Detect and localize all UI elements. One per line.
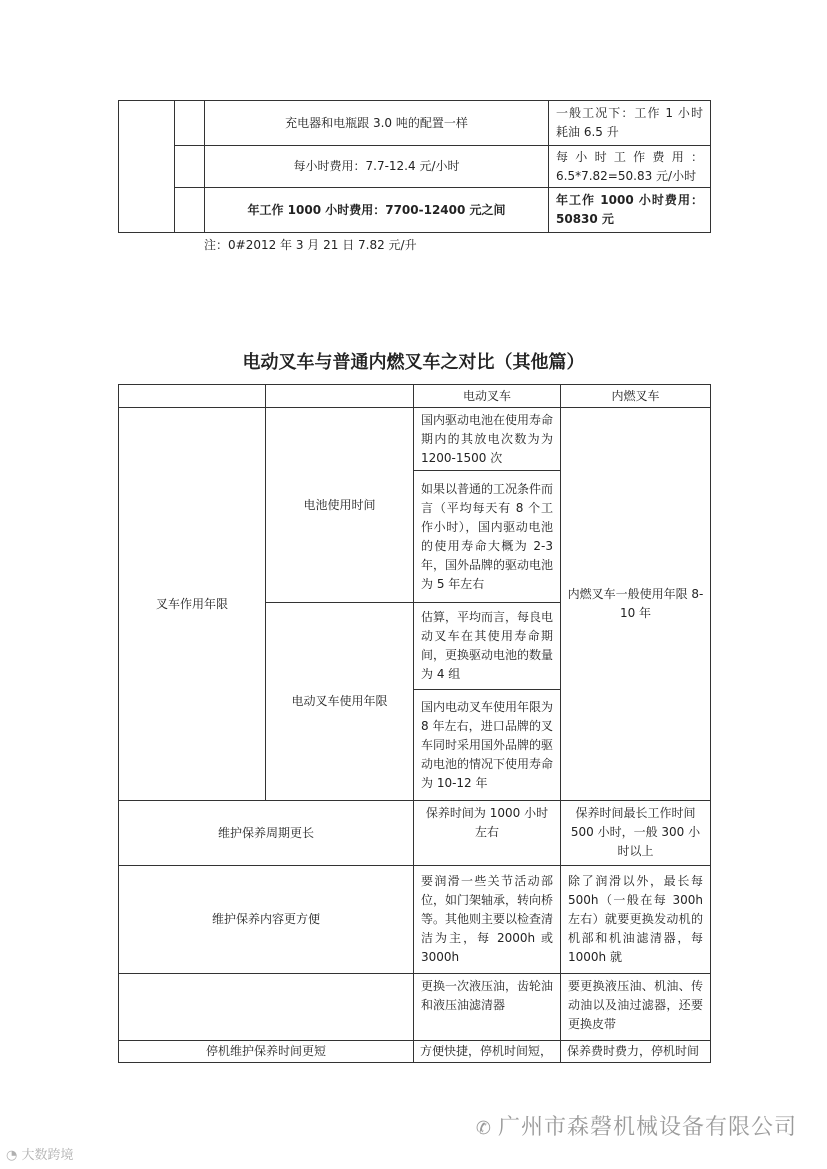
electric-cell: 年工作 1000 小时费用：7700-12400 元之间 bbox=[205, 188, 549, 233]
ic-lifespan-cell: 内燃叉车一般使用年限 8-10 年 bbox=[561, 408, 711, 801]
table-row bbox=[119, 101, 711, 146]
battery-count-cell: 估算，平均而言，每良电动叉车在其使用寿命期间，更换驱动电池的数量为 4 组 bbox=[414, 603, 561, 690]
truck-life-label: 电动叉车使用年限 bbox=[266, 603, 414, 801]
header-ic: 内燃叉车 bbox=[561, 385, 711, 408]
replacement-electric: 更换一次液压油，齿轮油和液压油滤清器 bbox=[414, 974, 561, 1041]
watermark-icon: ◔ bbox=[6, 1148, 18, 1163]
table-row bbox=[119, 188, 711, 233]
wechat-icon: ✆ bbox=[475, 1118, 492, 1139]
fuel-cost-table bbox=[118, 100, 711, 233]
downtime-electric: 方便快捷，停机时间短， bbox=[414, 1041, 561, 1063]
empty-cell bbox=[175, 146, 205, 188]
company-name: 广州市森磬机械设备有限公司 bbox=[497, 1115, 797, 1140]
maintenance-cycle-ic: 保养时间最长工作时间 500 小时，一般 300 小时以上 bbox=[561, 801, 711, 866]
table-row bbox=[119, 146, 711, 188]
empty-cell bbox=[119, 385, 266, 408]
battery-years-cell: 如果以普通的工况条件而言（平均每天有 8 个工作小时），国内驱动电池的使用寿命大概为 2-3 年，国外品牌的驱动电池为 5 年左右 bbox=[414, 471, 561, 603]
downtime-label: 停机维护保养时间更短 bbox=[119, 1041, 414, 1063]
header-row bbox=[119, 385, 711, 408]
maintenance-content-ic: 除了润滑以外，最长每 500h（一般在每 300h 左右）就要更换发动机的机部和机油滤清器，每 1000h 就 bbox=[561, 866, 711, 974]
maintenance-content-electric: 要润滑一些关节活动部位，如门架轴承，转向桥等。其他则主要以检查清洁为主，每 2000h 或 3000h bbox=[414, 866, 561, 974]
comparison-table bbox=[118, 384, 711, 1063]
battery-life-label: 电池使用时间 bbox=[266, 408, 414, 603]
replacement-label bbox=[119, 974, 414, 1041]
electric-cell: 每小时费用：7.7-12.4 元/小时 bbox=[205, 146, 549, 188]
price-note: 注：0#2012 年 3 月 21 日 7.82 元/升 bbox=[204, 238, 417, 252]
ic-cell: 年工作 1000 小时费用：50830 元 bbox=[549, 188, 711, 233]
watermark-text: 大数跨境 bbox=[21, 1148, 74, 1163]
header-electric: 电动叉车 bbox=[414, 385, 561, 408]
electric-cell: 充电器和电瓶跟 3.0 吨的配置一样 bbox=[205, 101, 549, 146]
page-title: 电动叉车与普通内燃叉车之对比（其他篇） bbox=[242, 352, 585, 373]
ic-cell: 每小时工作费用：6.5*7.82=50.83 元/小时 bbox=[549, 146, 711, 188]
downtime-ic: 保养费时费力，停机时间 bbox=[561, 1041, 711, 1063]
empty-cell bbox=[175, 101, 205, 146]
empty-cell bbox=[266, 385, 414, 408]
lifespan-label: 叉车作用年限 bbox=[119, 408, 266, 801]
watermark bbox=[6, 1144, 74, 1163]
empty-cell bbox=[175, 188, 205, 233]
battery-cycles-cell: 国内驱动电池在使用寿命期内的其放电次数为为 1200-1500 次 bbox=[414, 408, 561, 471]
table-row bbox=[119, 974, 711, 1041]
maintenance-cycle-electric: 保养时间为 1000 小时左右 bbox=[414, 801, 561, 866]
maintenance-content-label: 维护保养内容更方便 bbox=[119, 866, 414, 974]
empty-cell bbox=[119, 101, 175, 233]
truck-years-cell: 国内电动叉车使用年限为 8 年左右，进口品牌的叉车同时采用国外品牌的驱动电池的情况下使用寿命为 10-12 年 bbox=[414, 690, 561, 801]
table-row bbox=[119, 1041, 711, 1063]
maintenance-cycle-label: 维护保养周期更长 bbox=[119, 801, 414, 866]
table-row bbox=[119, 801, 711, 866]
table-row bbox=[119, 866, 711, 974]
table-row bbox=[119, 408, 711, 471]
ic-cell: 一般工况下：工作 1 小时耗油 6.5 升 bbox=[549, 101, 711, 146]
footer-company bbox=[476, 1110, 797, 1141]
replacement-ic: 要更换液压油、机油、传动油以及油过滤器，还要更换皮带 bbox=[561, 974, 711, 1041]
